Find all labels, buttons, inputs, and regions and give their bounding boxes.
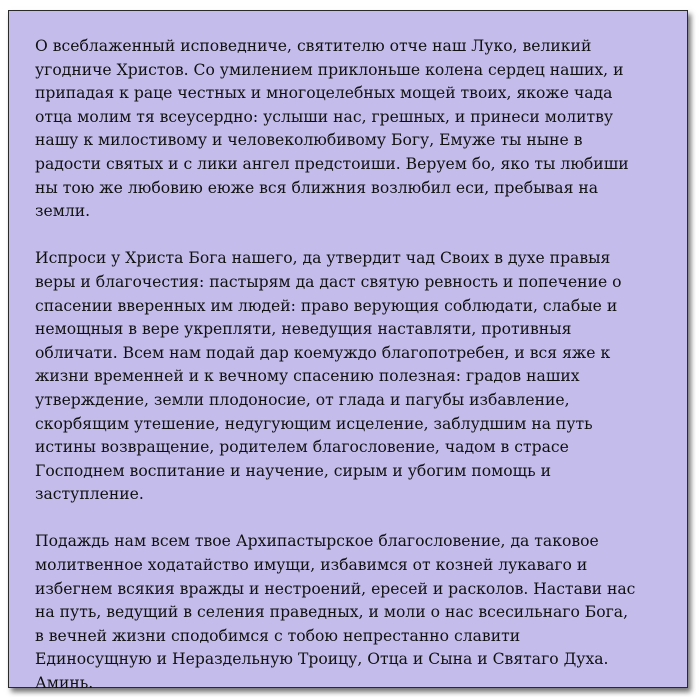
text-line: немощныя в вере укрепляти, неведущия наставляти, противныя bbox=[35, 320, 572, 339]
text-line: заступление. bbox=[35, 485, 144, 504]
text-line: истины возвращение, родителем благословение, чадом в страсе bbox=[35, 438, 569, 457]
text-line: на путь, ведущий в селения праведных, и моли о нас всесильнаго Бога, bbox=[35, 603, 629, 622]
text-line: жизни временней и к вечному спасению полезная: градов наших bbox=[35, 367, 580, 386]
paragraph-3 bbox=[35, 530, 667, 695]
text-line: припадая к раце честных и многоцелебных мощей твоих, якоже чада bbox=[35, 84, 613, 103]
paragraph-2 bbox=[35, 247, 667, 507]
text-line: Аминь. bbox=[35, 674, 94, 693]
text-line: радости святых и с лики ангел предстоиши. Веруем бо, яко ты любиши bbox=[35, 154, 629, 173]
text-line: отца молим тя всеусердно: услыши нас, грешных, и принеси молитву bbox=[35, 107, 614, 126]
text-line: веры и благочестия: пастырям да даст святую ревность и попечение о bbox=[35, 272, 622, 291]
text-line: обличати. Всем нам подай дар коемуждо благопотребен, и вся яже к bbox=[35, 343, 611, 362]
text-line: Испроси у Христа Бога нашего, да утвердит чад Своих в духе правыя bbox=[35, 249, 611, 268]
paragraph-1 bbox=[35, 35, 667, 224]
prayer-text-panel bbox=[8, 10, 688, 693]
text-line: молитвенное ходатайство имущи, избавимся от козней лукаваго и bbox=[35, 556, 588, 575]
text-line: утверждение, земли плодоносие, от глада и пагубы избавление, bbox=[35, 390, 570, 409]
text-line: избегнем всякия вражды и нестроений, ересей и расколов. Настави нас bbox=[35, 579, 636, 598]
text-line: в вечней жизни сподобимся с тобою непрестанно славити bbox=[35, 626, 521, 645]
text-line: Подаждь нам всем твое Архипастырское благословение, да таковое bbox=[35, 532, 599, 551]
text-line: скорбящим утешение, недугующим исцеление, заблудшим на путь bbox=[35, 414, 593, 433]
text-line: Единосущную и Нераздельную Троицу, Отца и Сына и Святаго Духа. bbox=[35, 650, 609, 669]
text-line: спасении вверенных им людей: право верующия соблюдати, слабые и bbox=[35, 296, 618, 315]
text-line: Господнем воспитание и научение, сирым и убогим помощь и bbox=[35, 461, 551, 480]
text-line: земли. bbox=[35, 202, 91, 221]
text-line: угодниче Христов. Со умилением приклоньше колена сердец наших, и bbox=[35, 60, 624, 79]
text-line: ны тою же любовию еюже вся ближния возлюбил еси, пребывая на bbox=[35, 178, 599, 197]
text-line: О всеблаженный исповедниче, святителю отче наш Луко, великий bbox=[35, 37, 592, 55]
text-line: нашу к милостивому и человеколюбивому Богу, Емуже ты ныне в bbox=[35, 131, 583, 150]
